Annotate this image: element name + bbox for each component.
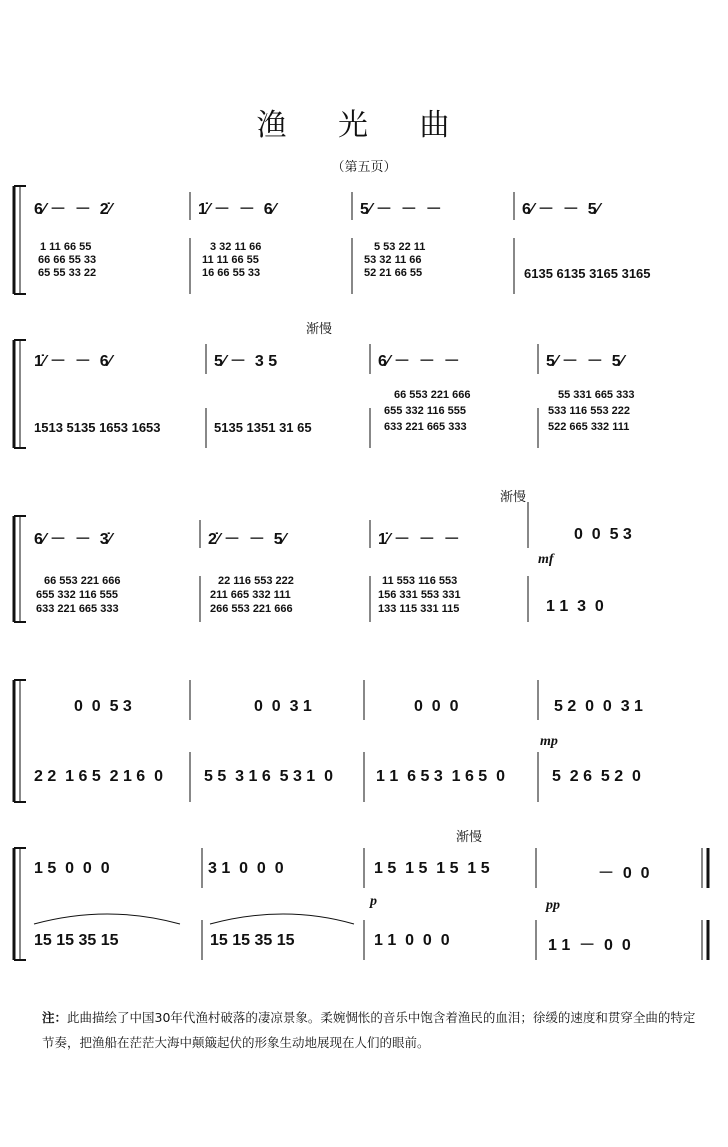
measure-1-3-upper: 5⁄ － － － [360,201,442,218]
measure-1-2-lower-top: 3 32 11 66 [210,241,262,253]
measure-1-1-lower-mid: 66 66 55 33 [38,254,97,266]
measure-4-3-upper: 0 0 0 [414,698,459,715]
measure-2-3-lower-mid: 655 332 116 555 [384,405,466,417]
dynamic-p: p [370,894,377,909]
measure-3-3-lower-mid: 156 331 553 331 [378,589,461,601]
measure-2-4-lower-top: 55 331 665 333 [558,389,635,401]
footnote-text: 此曲描绘了中国30年代渔村破落的凄凉景象。柔婉惆怅的音乐中饱含着渔民的血泪；徐缓的速度和贯穿全曲的特定节奏，把渔船在茫茫大海中颠簸起伏的形象生动地展现在人们的眼前。 [42,1010,696,1050]
dynamic-mp: mp [540,734,558,749]
measure-5-4-upper: － 0 0 [598,865,650,882]
measure-2-2-lower-bot: 5135 1351 31 65 [214,420,312,435]
measure-1-1-lower-top: 1 11 66 55 [40,241,92,253]
measure-2-3-lower-bot: 633 221 665 333 [384,421,467,433]
measure-3-1-lower-top: 66 553 221 666 [44,575,121,587]
measure-5-3-upper: 1 5 1 5 1 5 1 5 [374,860,490,877]
measure-3-1-lower-bot: 633 221 665 333 [36,603,119,615]
measure-1-2-lower-mid: 11 11 66 55 [202,254,259,266]
measure-2-1-upper: 1̇⁄ － － 6⁄ [34,353,112,370]
score-system-1 [14,186,714,296]
measure-5-2-lower-bot: 15 15 35 15 [210,932,295,949]
measure-2-3-lower-top: 66 553 221 666 [394,389,471,401]
measure-2-4-lower-bot: 522 665 332 111 [548,421,630,433]
tempo-marking-5: 渐慢 [456,830,483,845]
measure-5-1-upper: 1 5 0 0 0 [34,860,110,877]
measure-5-1-lower-bot: 15 15 35 15 [34,932,119,949]
measure-4-2-upper: 0 0 3 1 [254,698,312,715]
tempo-marking-3: 渐慢 [500,490,527,505]
measure-3-1-lower-mid: 655 332 116 555 [36,589,118,601]
page-subtitle: （第五页） [331,159,397,174]
measure-2-4-upper: 5⁄ － － 5⁄ [546,353,624,370]
measure-1-3-lower-bot: 52 21 66 55 [364,267,423,279]
measure-3-3-upper: 1̇⁄ － － － [378,531,460,548]
measure-1-1-lower-bot: 65 55 33 22 [38,267,97,279]
score-system-2 [14,320,714,450]
measure-2-1-lower-bot: 1513 5135 1653 1653 [34,420,161,435]
measure-3-4-upper: 0 0 5 3 [574,526,632,543]
system-4-lines [14,672,714,812]
measure-5-2-upper: 3 1 0 0 0 [208,860,284,877]
measure-1-4-lower-bot: 6135 6135 3165 3165 [524,266,651,281]
measure-3-1-upper: 6⁄ － － 3̇⁄ [34,531,112,548]
measure-4-4-upper: 5 2 0 0 3 1 [554,698,643,715]
measure-4-4-lower-bot: 5 2 6 5 2 0 [552,768,641,785]
measure-3-2-lower-bot: 266 553 221 666 [210,603,293,615]
measure-4-1-upper: 0 0 5 3 [74,698,132,715]
page-title: 渔 光 曲 [256,109,472,142]
measure-4-1-lower-bot: 2 2 1 6 5 2 1 6 0 [34,768,163,785]
score-system-4 [14,672,714,812]
measure-1-4-upper: 6⁄ － － 5⁄ [522,201,600,218]
measure-2-4-lower-mid: 533 116 553 222 [548,405,630,417]
dynamic-mf: mf [538,552,554,567]
system-3-lines [14,486,714,626]
measure-1-3-lower-mid: 53 32 11 66 [364,254,422,266]
measure-1-1-upper: 6⁄ － － 2̇⁄ [34,201,112,218]
footnote-label: 注： [42,1010,68,1025]
measure-3-2-upper: 2̇⁄ － － 5⁄ [208,531,286,548]
footnote [42,1005,702,1055]
measure-5-4-lower-bot: 1 1 － 0 0 [548,937,631,954]
measure-4-2-lower-bot: 5 5 3 1 6 5 3 1 0 [204,768,333,785]
measure-3-2-lower-top: 22 116 553 222 [218,575,294,587]
measure-2-2-upper: 5⁄ － 3 5 [214,353,278,370]
dynamic-pp: pp [546,898,560,913]
measure-3-3-lower-bot: 133 115 331 115 [378,603,460,615]
measure-3-4-lower-bot: 1 1 3 0 [546,598,604,615]
measure-1-2-lower-bot: 16 66 55 33 [202,267,261,279]
score-system-5 [14,824,714,974]
score-system-3 [14,486,714,626]
measure-3-3-lower-top: 11 553 116 553 [382,575,458,587]
measure-5-3-lower-bot: 1 1 0 0 0 [374,932,450,949]
measure-1-2-upper: 1̇⁄ － － 6⁄ [198,201,276,218]
measure-3-2-lower-mid: 211 665 332 111 [210,589,291,601]
measure-4-3-lower-bot: 1 1 6 5 3 1 6 5 0 [376,768,505,785]
tempo-marking-2: 渐慢 [306,322,333,337]
measure-1-3-lower-top: 5 53 22 11 [374,241,426,253]
measure-2-3-upper: 6⁄ － － － [378,353,460,370]
